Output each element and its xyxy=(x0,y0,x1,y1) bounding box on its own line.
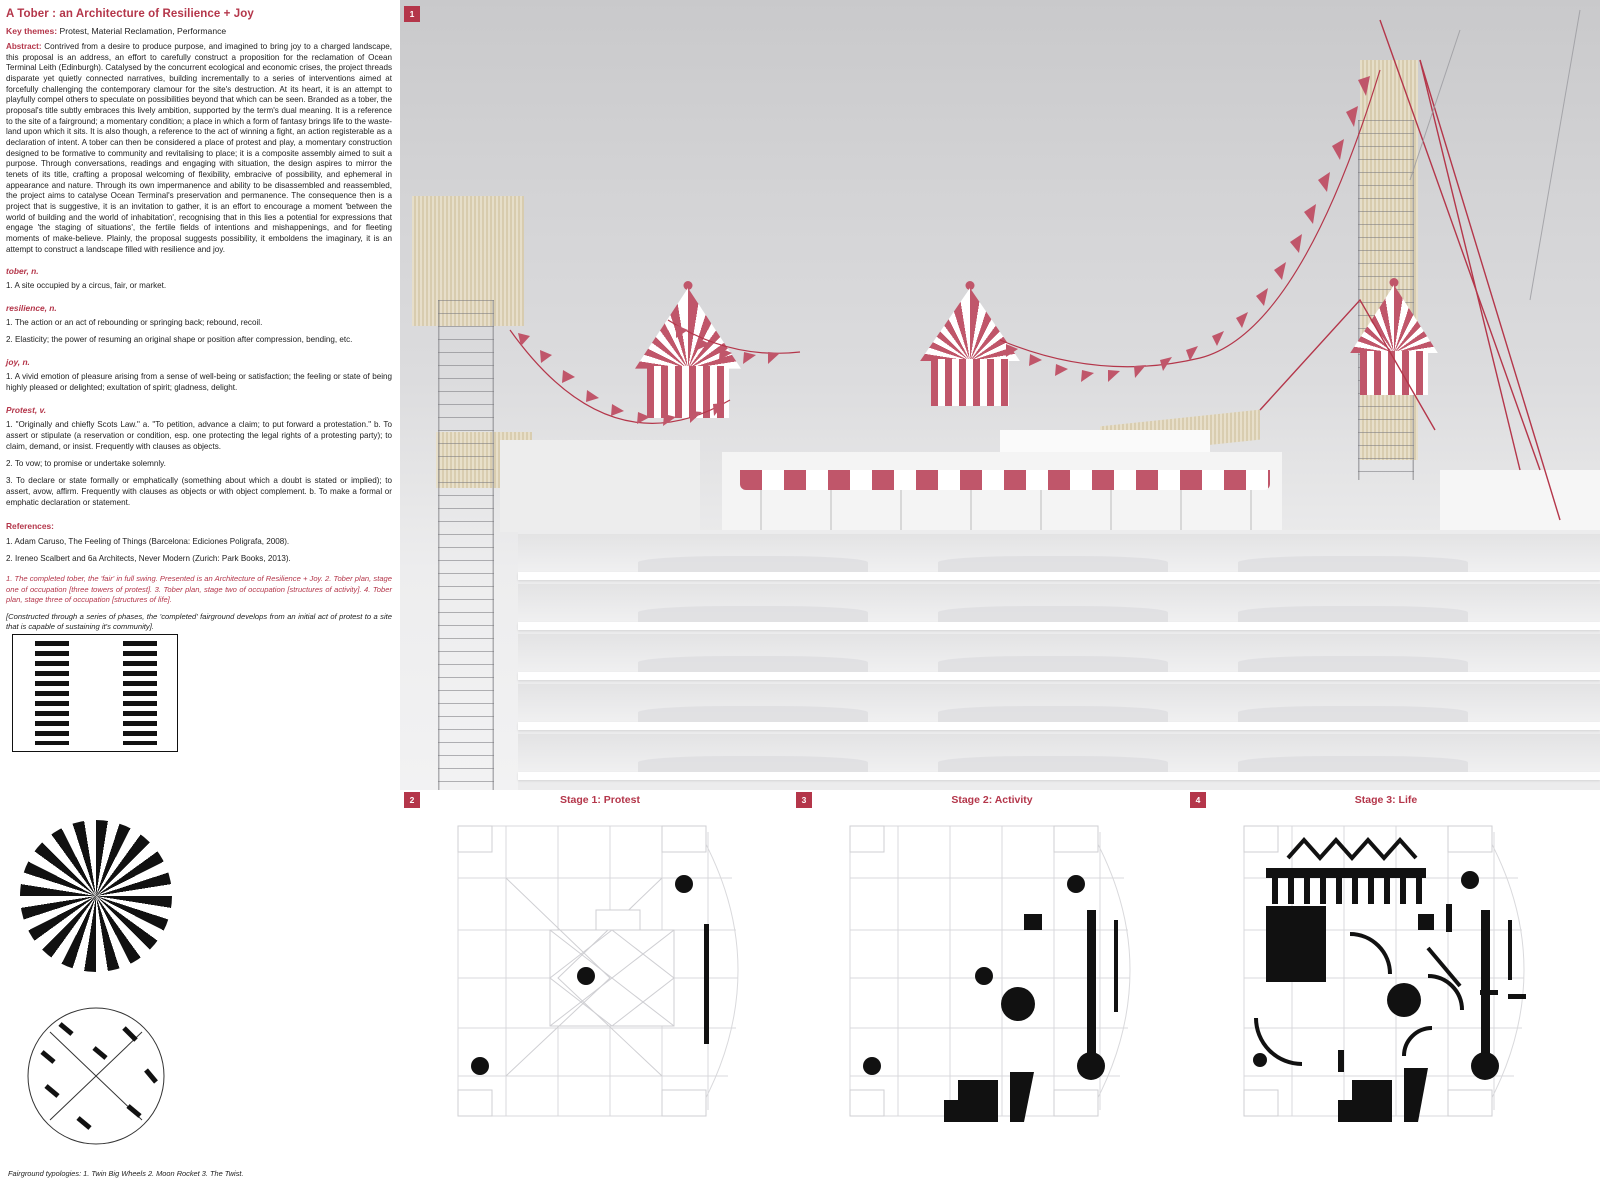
plan-stage-3 xyxy=(1186,790,1586,1201)
mast-lines xyxy=(1410,10,1580,300)
circus-tent xyxy=(920,288,1020,406)
guy-line xyxy=(1420,60,1520,470)
plan-svg-1 xyxy=(446,818,758,1123)
deck-vault xyxy=(638,656,868,672)
awning-post xyxy=(1110,490,1112,532)
awning-post xyxy=(760,490,762,532)
plan-svg-3 xyxy=(1232,818,1544,1123)
bunting-flags xyxy=(1006,76,1370,382)
deck-vault xyxy=(1238,556,1468,572)
bottom-caption: Fairground typologies: 1. Twin Big Wheels 2. Moon Rocket 3. The Twist. xyxy=(8,1169,244,1178)
deck-vault xyxy=(638,556,868,572)
references-head: References: xyxy=(6,520,54,531)
deck-vault xyxy=(938,556,1168,572)
definition-line: 2. To vow; to promise or undertake solemnly. xyxy=(6,458,166,468)
key-themes-label: Key themes: xyxy=(6,26,58,36)
plan-stage-2 xyxy=(792,790,1192,1201)
circus-tent xyxy=(1350,285,1438,395)
deck-vault xyxy=(1238,656,1468,672)
definition-head-protest: Protest, v. xyxy=(6,405,47,416)
key-themes-value: Protest, Material Reclamation, Performance xyxy=(57,26,227,36)
page-title: A Tober : an Architecture of Resilience + Joy xyxy=(6,8,254,20)
definition-line: 1. A site occupied by a circus, fair, or market. xyxy=(6,281,167,291)
deck-vault xyxy=(938,606,1168,622)
reference-item: 1. Adam Caruso, The Feeling of Things (Barcelona: Ediciones Poligrafa, 2008). xyxy=(6,536,290,546)
building-block xyxy=(1440,470,1600,532)
radial-disc xyxy=(20,820,172,972)
deck-vault xyxy=(938,756,1168,772)
tent-roof xyxy=(920,288,1020,361)
twist-diagram-svg xyxy=(20,1000,172,1152)
awning-post xyxy=(1040,490,1042,532)
tent-body xyxy=(647,366,730,418)
stripe-column xyxy=(35,641,69,745)
definition-line: 3. To declare or state formally or emphatically (something about which a doubt is stated or implied); to assert, avow, affirm. Frequently with clauses as objects or with object complement. b. To make a formal or emphatic declaration or statement. xyxy=(6,475,392,507)
scaffold-tower xyxy=(438,300,494,790)
podium-block xyxy=(722,452,1282,532)
tent-roof xyxy=(1350,285,1438,353)
figure-number-2: 2 xyxy=(404,792,420,808)
drawings-column xyxy=(400,0,1600,1201)
deck-vault xyxy=(1238,606,1468,622)
circus-tent xyxy=(635,288,741,418)
deck-vault xyxy=(938,656,1168,672)
definition-line: 2. Elasticity; the power of resuming an original shape or position after compression, bending, etc. xyxy=(6,335,353,345)
deck-slab xyxy=(518,572,1600,580)
deck-slab xyxy=(518,722,1600,730)
stall-awning xyxy=(740,470,1270,490)
plan-title-3: Stage 3: Life xyxy=(1354,794,1418,806)
bunting-line xyxy=(1000,70,1380,367)
figure-caption-red: 1. The completed tober, the 'fair' in full swing. Presented is an Architecture of Resilience + Joy. 2. Tober plan, stage one of occupation [three towers of protest]. 3. Tober plan, stage two of occupation [structures of activity]. 4. Tober plan, stage three of occupation [structures of life]. xyxy=(6,574,392,604)
guy-line xyxy=(1420,60,1560,520)
plan-drawing-2 xyxy=(838,818,1150,1123)
figure-the-twist xyxy=(20,1000,172,1152)
figure-number-1: 1 xyxy=(404,6,420,22)
hero-render xyxy=(400,0,1600,790)
deck-slab xyxy=(518,622,1600,630)
awning-post xyxy=(900,490,902,532)
car-park-structure xyxy=(518,530,1600,790)
awning-post xyxy=(970,490,972,532)
building-block xyxy=(500,440,700,532)
awning-post xyxy=(1180,490,1182,532)
plan-title-1: Stage 1: Protest xyxy=(560,794,640,806)
plan-row xyxy=(400,790,1600,1201)
reference-item: 2. Ireneo Scalbert and 6a Architects, Never Modern (Zurich: Park Books, 2013). xyxy=(6,554,291,564)
abstract-text: Contrived from a desire to produce purpose, and imagined to bring joy to a charged landscape, this proposal is an address, an effort to carefully construct a proposition for the reclamation of Ocean Terminal Leith (Edinburgh). Catalysed by the concurrent ecological and economic crises, the project threads disparate yet quietly connected narratives, building incrementally to a series of interventions aimed at forcefully challenging the contemporary clamour for the site's destruction. At its heart, it is an attempt to playfully compel others to speculate on possibilities beyond that which can be seen. Branded as a tober, the proposal's title subtly embraces this lively ambition, supported by the term's dual meaning. It is a reference to the site of a fairground; a momentary condition; a place in which a form of fantasy brings life to the waste-land upon which it sits. It is also though, a reference to the act of winning a fight, an action registerable as a declaration of intent. A tober can then be considered a place of protest and play, a momentary construction designed to be formative to community and revitalising to place; it is a composite assembly aimed to suit a purpose. Through conversations, readings and engaging with situation, the design aspires to mirror the tenets of its title, crafting a proposal welcoming of flexibility, embracive of possibility, and ephemeral in appearance and nature. Through its own impermanence and ability to be disassembled and reassembled, the project aims to catalyse Ocean Terminal's preservation and permanence. The consequence then is a project that is suggestive, it is an invitation to gather, it is an effort to encourage a moment 'between the world of building and the world of inhabitation', recognising that in this lies a potential for expressions that engage 'the staging of situations', the fertile fields of intentions and mishappenings, and for fleeting moments of make-believe. Plainly, the proposal suggests possibility, it emboldens the imaginary, it is an attempt to construct a landscape filled with resilience and joy. xyxy=(6,42,393,254)
definition-line: 1. "Originally and chiefly Scots Law." a. "To petition, advance a claim; to put forward a protestation." b. To assert or stipulate (a reservation or condition, esp. one protecting the legal rights of a protesting party); to claim, demand, or insist. Frequently with clauses as objects. xyxy=(6,420,392,451)
plan-drawing-3 xyxy=(1232,818,1544,1123)
figure-twin-big-wheels xyxy=(12,634,178,752)
figure-caption-black: [Constructed through a series of phases, the 'completed' fairground develops from an initial act of protest to a site that is capable of sustaining it's community]. xyxy=(6,612,392,632)
abstract-paragraph xyxy=(6,42,392,255)
plan-drawing-1 xyxy=(446,818,758,1123)
radial-rays xyxy=(20,820,172,972)
awning-post xyxy=(830,490,832,532)
definition-line: 1. The action or an act of rebounding or springing back; rebound, recoil. xyxy=(6,318,263,328)
tent-body xyxy=(931,359,1009,406)
deck-vault xyxy=(1238,756,1468,772)
abstract-label: Abstract: xyxy=(6,42,42,51)
awning-post xyxy=(1250,490,1252,532)
deck-vault xyxy=(638,706,868,722)
plan-title-2: Stage 2: Activity xyxy=(951,794,1033,806)
definition-head-tober: tober, n. xyxy=(6,266,39,277)
deck-vault xyxy=(638,756,868,772)
deck-vault xyxy=(638,606,868,622)
tent-body xyxy=(1360,351,1429,395)
definition-line: 1. A vivid emotion of pleasure arising from a sense of well-being or satisfaction; the feeling or state of being highly pleased or delighted; exultation of spirit; gladness, delight. xyxy=(6,372,392,393)
definition-head-resilience: resilience, n. xyxy=(6,303,57,314)
key-themes xyxy=(6,26,392,36)
deck-slab xyxy=(518,672,1600,680)
deck-vault xyxy=(1238,706,1468,722)
plan-stage-1 xyxy=(400,790,800,1201)
figure-number-3: 3 xyxy=(796,792,812,808)
figure-moon-rocket xyxy=(20,820,172,972)
deck-vault xyxy=(938,706,1168,722)
tent-roof xyxy=(635,288,741,369)
plan-svg-2 xyxy=(838,818,1150,1123)
figure-number-4: 4 xyxy=(1190,792,1206,808)
stripe-column xyxy=(123,641,157,745)
deck-slab xyxy=(518,772,1600,780)
definition-head-joy: joy, n. xyxy=(6,357,30,368)
